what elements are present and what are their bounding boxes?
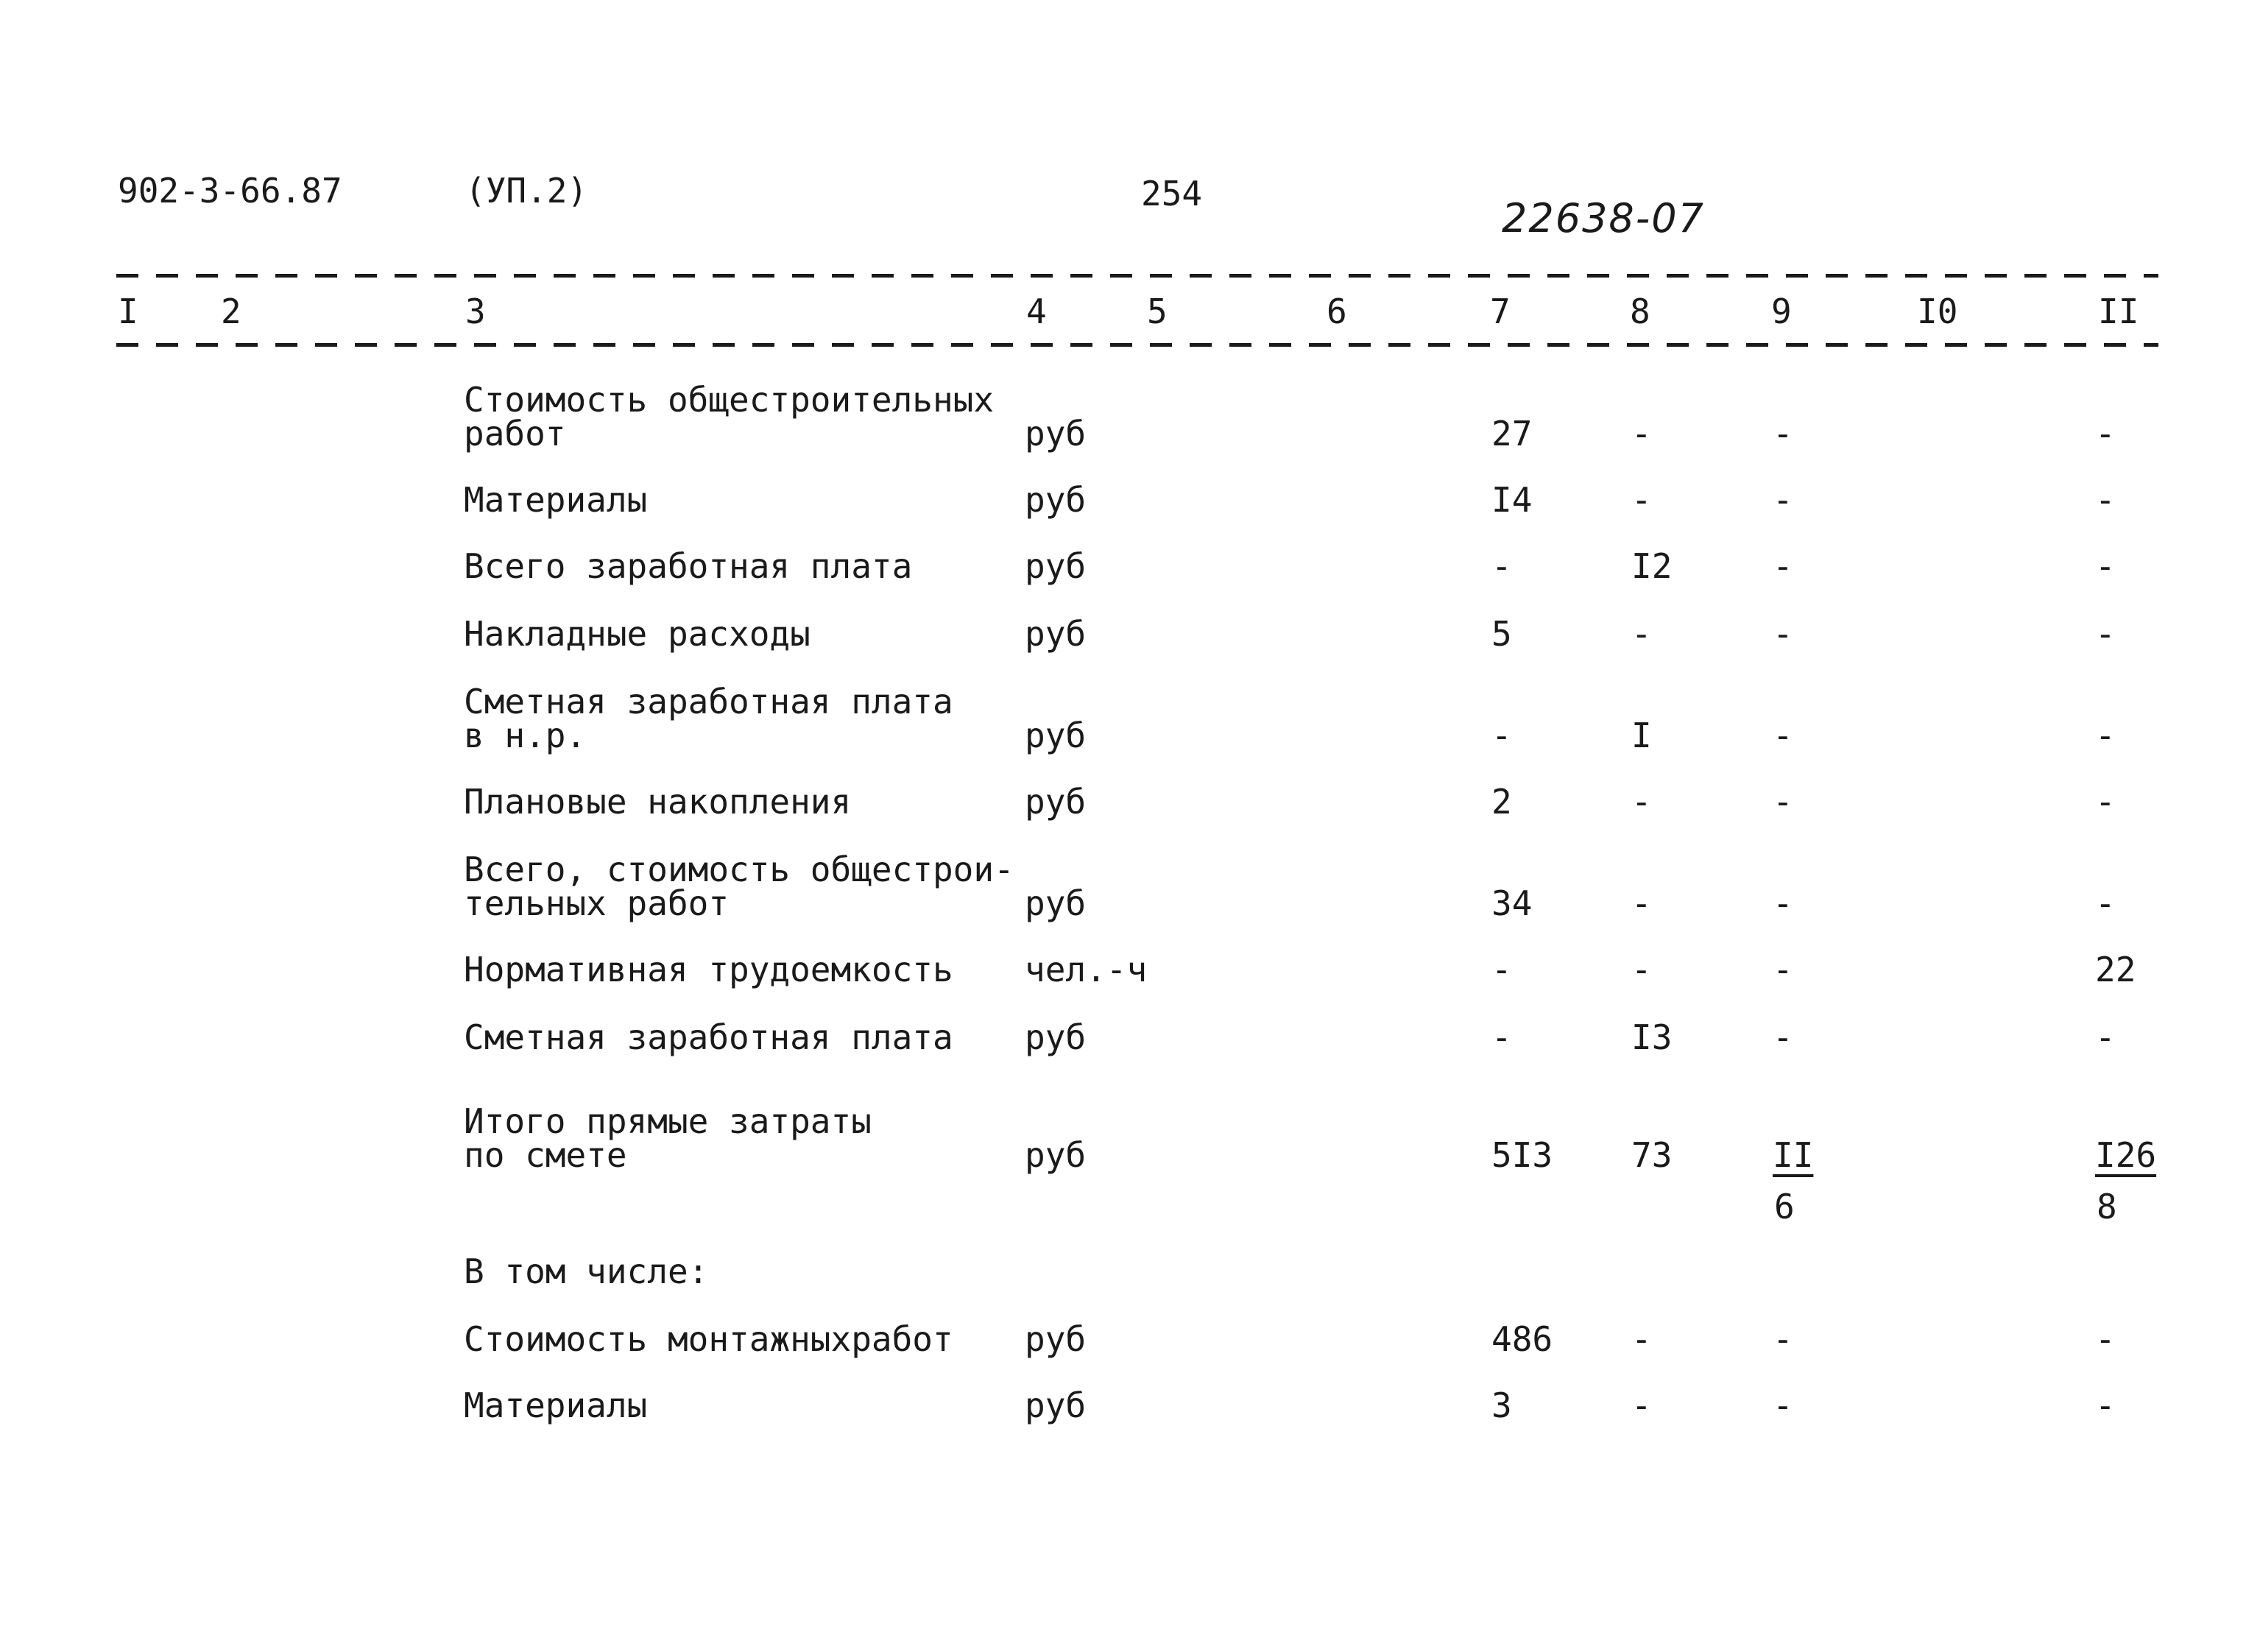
row-unit: руб bbox=[1025, 1135, 1087, 1175]
column-number: 6 bbox=[1327, 292, 1347, 331]
row-col9: II bbox=[1773, 1135, 1814, 1175]
row-col7: 486 bbox=[1491, 1319, 1553, 1359]
row-name-line: Сметная заработная плата bbox=[464, 682, 953, 721]
row-name-line: Итого прямые затраты bbox=[464, 1101, 872, 1141]
column-number: 7 bbox=[1490, 292, 1511, 331]
row-col9: - bbox=[1773, 614, 1793, 654]
row-col11: - bbox=[2095, 480, 2116, 520]
row-col9: - bbox=[1773, 1386, 1793, 1425]
row-col11: - bbox=[2095, 1386, 2116, 1425]
row-col8: - bbox=[1631, 614, 1652, 654]
column-number: 4 bbox=[1026, 292, 1047, 331]
row-col7: I4 bbox=[1491, 480, 1533, 520]
row-col8: 73 bbox=[1631, 1135, 1673, 1175]
row-name-line: В том числе: bbox=[464, 1252, 709, 1291]
row-col9: - bbox=[1773, 950, 1793, 989]
row-name-line: Материалы bbox=[464, 480, 648, 520]
row-unit: руб bbox=[1025, 614, 1087, 654]
row-unit: руб bbox=[1025, 716, 1087, 755]
row-col11: - bbox=[2095, 716, 2116, 755]
row-col7: 2 bbox=[1491, 782, 1512, 822]
row-col7: 3 bbox=[1491, 1386, 1512, 1425]
column-number: 5 bbox=[1147, 292, 1168, 331]
row-col8: I3 bbox=[1631, 1017, 1673, 1057]
row-col7: 5I3 bbox=[1491, 1135, 1553, 1175]
row-col11: - bbox=[2095, 1319, 2116, 1359]
row-col11: 22 bbox=[2095, 950, 2136, 989]
row-col9: - bbox=[1773, 1319, 1793, 1359]
row-col11: - bbox=[2095, 883, 2116, 923]
row-col11: I26 bbox=[2095, 1135, 2157, 1175]
row-unit: чел.-ч bbox=[1025, 950, 1148, 989]
row-unit: руб bbox=[1025, 480, 1087, 520]
row-col11: - bbox=[2095, 414, 2116, 453]
row-col9: - bbox=[1773, 716, 1793, 755]
row-unit: руб bbox=[1025, 546, 1087, 586]
row-col9: - bbox=[1773, 546, 1793, 586]
row-name-line: Всего заработная плата bbox=[464, 546, 913, 586]
row-col8: - bbox=[1631, 950, 1652, 989]
row-col8: - bbox=[1631, 480, 1652, 520]
column-number: I bbox=[118, 292, 138, 331]
handwritten-inventory-number: 22638-07 bbox=[1502, 195, 1705, 241]
row-unit: руб bbox=[1025, 414, 1087, 453]
row-unit: руб bbox=[1025, 1386, 1087, 1425]
section-label: (УП.2) bbox=[465, 171, 588, 211]
row-col9: - bbox=[1773, 883, 1793, 923]
row-col11-sub: 8 bbox=[2097, 1187, 2117, 1226]
header-bottom-rule bbox=[116, 343, 2158, 347]
row-name-line: Всего, стоимость общестрои- bbox=[464, 850, 1014, 889]
row-unit: руб bbox=[1025, 1017, 1087, 1057]
row-col11: - bbox=[2095, 782, 2116, 822]
row-col9: - bbox=[1773, 1017, 1793, 1057]
row-col7: - bbox=[1491, 716, 1512, 755]
document-code: 902-3-66.87 bbox=[118, 171, 342, 211]
row-col7: 27 bbox=[1491, 414, 1533, 453]
row-col7: 5 bbox=[1491, 614, 1512, 654]
row-col7: - bbox=[1491, 950, 1512, 989]
row-col11: - bbox=[2095, 546, 2116, 586]
column-number: II bbox=[2098, 292, 2139, 331]
row-col8: I bbox=[1631, 716, 1652, 755]
row-col9: - bbox=[1773, 782, 1793, 822]
row-name-line: Нормативная трудоемкость bbox=[464, 950, 953, 989]
row-name-line: по смете bbox=[464, 1135, 627, 1175]
page-number: 254 bbox=[1141, 174, 1203, 213]
row-col9: - bbox=[1773, 480, 1793, 520]
row-col7: - bbox=[1491, 1017, 1512, 1057]
row-col7: 34 bbox=[1491, 883, 1533, 923]
row-name-line: работ bbox=[464, 414, 566, 453]
row-name-line: Плановые накопления bbox=[464, 782, 852, 822]
row-name-line: Стоимость общестроительных bbox=[464, 380, 995, 420]
row-unit: руб bbox=[1025, 782, 1087, 822]
column-number: 3 bbox=[465, 292, 486, 331]
row-col11: - bbox=[2095, 1017, 2116, 1057]
row-col8: - bbox=[1631, 414, 1652, 453]
row-name-line: Материалы bbox=[464, 1386, 648, 1425]
row-name-line: Стоимость монтажныхработ bbox=[464, 1319, 953, 1359]
row-name-line: тельных работ bbox=[464, 883, 730, 923]
row-name-line: в н.р. bbox=[464, 716, 587, 755]
column-number: 9 bbox=[1771, 292, 1792, 331]
row-unit: руб bbox=[1025, 883, 1087, 923]
row-col8: - bbox=[1631, 883, 1652, 923]
row-name-line: Сметная заработная плата bbox=[464, 1017, 953, 1057]
row-col7: - bbox=[1491, 546, 1512, 586]
row-col8: - bbox=[1631, 1319, 1652, 1359]
row-col8: I2 bbox=[1631, 546, 1673, 586]
column-number: 2 bbox=[221, 292, 241, 331]
row-col9: - bbox=[1773, 414, 1793, 453]
row-col8: - bbox=[1631, 1386, 1652, 1425]
row-col9-sub: 6 bbox=[1774, 1187, 1795, 1226]
row-col11: - bbox=[2095, 614, 2116, 654]
header-top-rule bbox=[116, 274, 2158, 278]
column-number: I0 bbox=[1917, 292, 1958, 331]
row-name-line: Накладные расходы bbox=[464, 614, 811, 654]
column-number: 8 bbox=[1630, 292, 1650, 331]
row-col8: - bbox=[1631, 782, 1652, 822]
row-unit: руб bbox=[1025, 1319, 1087, 1359]
